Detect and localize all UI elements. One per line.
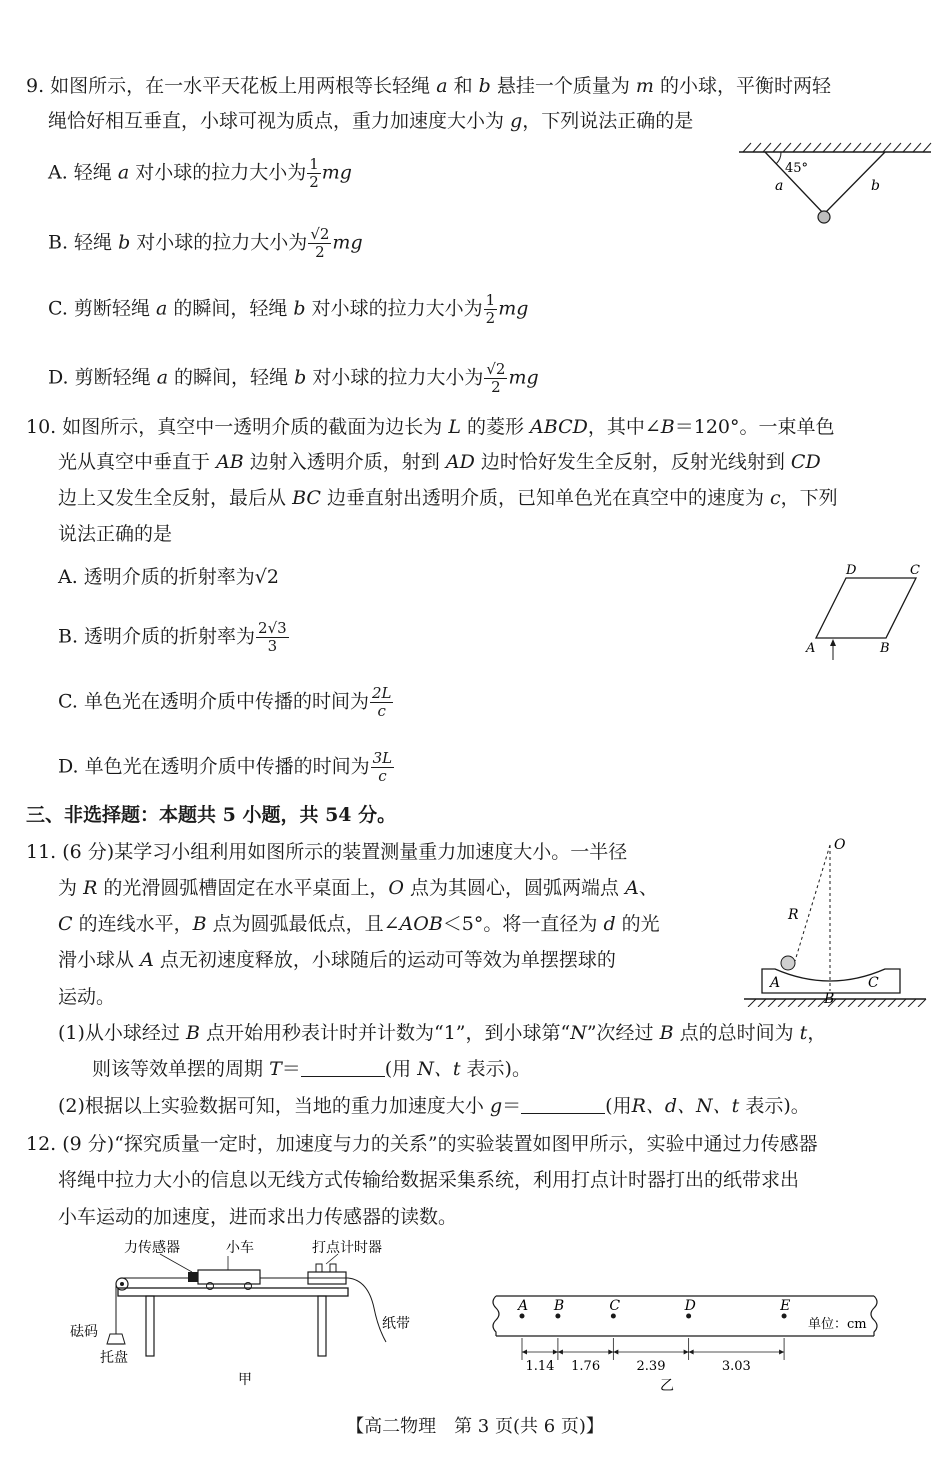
text: 的瞬间，轻绳	[167, 297, 288, 320]
q10-option-a	[58, 563, 279, 591]
text: 点的总时间为	[673, 1022, 794, 1044]
dimension-arrow-icon	[779, 1350, 784, 1355]
radius-dashed-line	[795, 845, 830, 961]
text: 10. 如图所示，真空中一透明介质的截面为边长为	[26, 416, 443, 438]
text: 运动。	[58, 986, 116, 1008]
text: 说法正确的是	[58, 523, 173, 545]
text: 的小球，平衡时两轻	[653, 75, 831, 97]
q10-line1	[26, 413, 835, 441]
fraction	[370, 685, 394, 720]
numerator: 2L	[371, 684, 392, 702]
var-b: b	[118, 231, 131, 254]
text: C. 剪断轻绳	[48, 297, 150, 320]
q10-option-c	[58, 685, 394, 720]
var-g: g	[489, 1095, 503, 1117]
q11-sub1-continued	[92, 1055, 531, 1083]
var-a: a	[117, 161, 130, 184]
q11-line4	[58, 946, 616, 974]
q11-sub1	[58, 1019, 826, 1047]
label-yi: 乙	[660, 1378, 674, 1394]
q9-figure	[735, 140, 935, 235]
text: 点为圆弧最低点，且∠	[206, 913, 400, 935]
label-R: R	[788, 907, 799, 923]
arrow-head-icon	[830, 639, 836, 646]
text: 的连线水平，	[72, 913, 193, 935]
text: 11. (6 分)某学习小组利用如图所示的装置测量重力加速度大小。一半径	[26, 841, 628, 863]
var-R: R	[83, 877, 98, 899]
dimension-arrow-icon	[608, 1350, 613, 1355]
q12-figure-yi	[490, 1282, 890, 1394]
text: 和	[447, 75, 473, 97]
text: 表示)。	[739, 1095, 810, 1117]
timer-post-left	[316, 1264, 322, 1272]
text: 的菱形	[460, 416, 524, 438]
text: A. 透明介质的折射率为√2	[58, 566, 279, 588]
table-hatch	[748, 999, 926, 1007]
label-O: O	[834, 837, 846, 853]
label-tape: 纸带	[382, 1316, 410, 1332]
q9-option-c	[48, 292, 528, 327]
dimension-arrow-icon	[689, 1350, 694, 1355]
q11-line5	[58, 983, 115, 1011]
q11-line3	[58, 910, 660, 938]
var-ABCD: ABCD	[530, 416, 588, 438]
var-C: C	[58, 913, 73, 935]
answer-blank-gravity[interactable]	[521, 1095, 605, 1114]
denominator: 2	[485, 309, 496, 327]
label-a: a	[775, 178, 784, 194]
var-a: a	[156, 366, 169, 389]
var-N: N	[570, 1022, 587, 1044]
label-cart: 小车	[226, 1240, 254, 1256]
fraction	[371, 750, 395, 785]
tape-point-label: E	[780, 1298, 791, 1314]
label-B: B	[824, 991, 835, 1007]
var-L: L	[448, 416, 461, 438]
var-mg: mg	[498, 297, 529, 320]
text: 滑小球从	[58, 949, 135, 971]
label-jia: 甲	[238, 1372, 252, 1388]
ball	[818, 211, 830, 223]
tape-unit-label: 单位：cm	[808, 1317, 867, 1332]
section-3-heading	[26, 801, 396, 829]
q10-line2	[58, 448, 821, 476]
text: D. 剪断轻绳	[48, 366, 151, 389]
var-A: A	[140, 949, 154, 971]
tape-left-wavy-edge	[493, 1296, 499, 1336]
var-B: B	[659, 1022, 674, 1044]
q10-line4	[58, 520, 172, 548]
q11-line2	[58, 874, 658, 902]
label-B: B	[880, 641, 890, 656]
label-D: D	[846, 563, 857, 578]
label-force-sensor: 力传感器	[124, 1240, 180, 1256]
rhombus	[816, 578, 916, 638]
tray	[107, 1334, 125, 1344]
callout-sensor	[160, 1254, 192, 1272]
numerator: 1	[309, 155, 319, 173]
text: 、	[638, 877, 658, 899]
var-BC: BC	[292, 487, 321, 509]
text: 悬挂一个质量为	[490, 75, 630, 97]
text: 点无初速度释放，小球随后的运动可等效为单摆摆球的	[153, 949, 616, 971]
text: 小车运动的加速度，进而求出力传感器的读数。	[58, 1206, 458, 1228]
var-mg: mg	[508, 366, 539, 389]
text: 光从真空中垂直于	[58, 451, 211, 473]
small-ball	[781, 956, 795, 970]
q12-figure-jia	[68, 1238, 428, 1390]
vars: R、d、N、t	[631, 1095, 740, 1117]
var-AD: AD	[445, 451, 475, 473]
label-A: A	[806, 641, 816, 656]
dimension-arrow-icon	[684, 1350, 689, 1355]
angle-label: 45°	[785, 161, 809, 176]
tape-point-label: C	[609, 1298, 621, 1314]
numerator: 1	[485, 291, 496, 309]
denominator: 2	[491, 378, 501, 396]
var-B: B	[185, 1022, 200, 1044]
text: 对小球的拉力大小为	[305, 297, 483, 320]
dimension-arrow-icon	[613, 1350, 618, 1355]
text: ，下列说法正确的是	[522, 110, 694, 132]
text: 的光滑圆弧槽固定在水平桌面上，	[97, 877, 389, 899]
text: 的光	[615, 913, 660, 935]
label-C: C	[910, 563, 920, 578]
var-c: c	[770, 487, 781, 509]
fraction	[308, 226, 331, 261]
fraction	[256, 620, 289, 655]
text: A. 轻绳	[48, 161, 112, 184]
text: 边时恰好发生全反射，反射光线射到	[474, 451, 785, 473]
denominator: 2	[309, 173, 319, 191]
text: (1)从小球经过	[58, 1022, 180, 1044]
numerator: √2	[310, 225, 330, 243]
q11-sub2	[58, 1092, 810, 1120]
var-T: T	[269, 1058, 282, 1080]
tape-point-label: D	[684, 1298, 696, 1314]
var-g: g	[510, 110, 523, 132]
tape-point-label: B	[553, 1298, 565, 1314]
var-A: A	[625, 877, 639, 899]
label-C: C	[868, 975, 879, 991]
text: 对小球的拉力大小为	[129, 161, 307, 184]
var-b: b	[478, 75, 491, 97]
tape-gap-label: 3.03	[721, 1359, 751, 1374]
var-B: B	[660, 416, 675, 438]
denominator: 2	[315, 243, 325, 261]
text: (用	[384, 1058, 412, 1080]
q9-option-d	[48, 361, 539, 396]
q11-figure	[740, 835, 930, 1007]
var-d: d	[603, 913, 616, 935]
page-footer	[0, 1412, 950, 1438]
label-weight: 砝码	[70, 1324, 98, 1340]
tape-dot-C	[611, 1314, 616, 1319]
text: ＜5°。将一直径为	[442, 913, 598, 935]
vars: N、t	[417, 1058, 461, 1080]
q10-line3	[58, 484, 838, 512]
tape-dot-E	[782, 1314, 787, 1319]
var-a: a	[436, 75, 448, 97]
force-sensor	[188, 1272, 198, 1282]
text: ，	[807, 1022, 827, 1044]
numerator: √2	[486, 360, 506, 378]
label-tray: 托盘	[100, 1350, 128, 1366]
text: B. 轻绳	[48, 231, 113, 254]
text: 三、非选择题：本题共 5 小题，共 54 分。	[26, 804, 397, 826]
tape-trailing	[348, 1278, 386, 1342]
table-leg-right	[318, 1296, 326, 1356]
text: 对小球的拉力大小为	[306, 366, 484, 389]
arc-groove-block	[762, 969, 900, 993]
text: 边上又发生全反射，最后从	[58, 487, 287, 509]
q9-option-a	[48, 156, 352, 191]
var-b: b	[294, 366, 307, 389]
denominator: c	[377, 702, 386, 720]
q10-option-d	[58, 750, 395, 785]
tape-point-label: A	[518, 1298, 529, 1314]
dimension-arrow-icon	[522, 1350, 527, 1355]
text: 边垂直射出透明介质，已知单色光在真空中的速度为	[320, 487, 764, 509]
text: 表示)。	[460, 1058, 531, 1080]
angle-arc	[776, 152, 781, 164]
q9-line2	[48, 107, 693, 135]
q12-line2	[58, 1166, 799, 1194]
text: C. 单色光在透明介质中传播的时间为	[58, 690, 369, 713]
text: 对小球的拉力大小为	[130, 231, 308, 254]
tape-right-wavy-edge	[871, 1296, 877, 1336]
var-B: B	[192, 913, 207, 935]
dimension-arrow-icon	[553, 1350, 558, 1355]
text: ＝	[502, 1095, 522, 1117]
text: B. 透明介质的折射率为	[58, 625, 256, 648]
label-A: A	[770, 975, 781, 991]
q12-line3	[58, 1203, 457, 1231]
table-top	[118, 1288, 348, 1296]
q10-option-b	[58, 620, 290, 655]
fraction	[307, 156, 321, 191]
numerator: 2√3	[258, 619, 287, 637]
text: 的瞬间，轻绳	[168, 366, 289, 389]
text: 为	[58, 877, 78, 899]
tape-gap-label: 1.76	[571, 1359, 601, 1374]
footer-text: 【高二物理 第 3 页(共 6 页)】	[346, 1416, 604, 1437]
text: ，其中∠	[587, 416, 661, 438]
tape-dot-A	[520, 1314, 525, 1319]
timer-post-right	[330, 1264, 336, 1272]
answer-blank-period[interactable]	[301, 1058, 385, 1077]
text: 绳恰好相互垂直，小球可视为质点，重力加速度大小为	[48, 110, 505, 132]
text: ＝	[281, 1058, 301, 1080]
var-mg: mg	[321, 161, 352, 184]
fraction	[484, 361, 507, 396]
ceiling-hatch	[743, 143, 931, 152]
var-CD: CD	[790, 451, 821, 473]
label-timer: 打点计时器	[312, 1240, 382, 1256]
var-O: O	[388, 877, 404, 899]
q9-line1	[26, 72, 831, 100]
cart-body	[198, 1270, 260, 1284]
text: ”次经过	[586, 1022, 654, 1044]
var-m: m	[635, 75, 654, 97]
text: ，下列	[780, 487, 838, 509]
label-b: b	[871, 178, 880, 194]
text: (2)根据以上实验数据可知，当地的重力加速度大小	[58, 1095, 484, 1117]
text: 12. (9 分)“探究质量一定时，加速度与力的关系”的实验装置如图甲所示，实验中通过力传感器	[26, 1133, 818, 1155]
text: 点为其圆心，圆弧两端点	[404, 877, 620, 899]
text: D. 单色光在透明介质中传播的时间为	[58, 755, 370, 778]
q11-line1	[26, 838, 627, 866]
tape-dot-B	[555, 1314, 560, 1319]
text: (用	[605, 1095, 632, 1117]
pulley-axle	[120, 1282, 124, 1286]
tape-gap-label: 2.39	[636, 1359, 666, 1374]
denominator: 3	[267, 637, 278, 655]
text: 边射入透明介质，射到	[243, 451, 440, 473]
var-AOB: AOB	[399, 913, 443, 935]
tape-dot-D	[686, 1314, 691, 1319]
q9-option-b	[48, 226, 363, 261]
var-t: t	[799, 1022, 808, 1044]
numerator: 3L	[372, 749, 393, 767]
tape-gap-label: 1.14	[525, 1359, 555, 1374]
var-mg: mg	[332, 231, 363, 254]
q10-figure	[800, 560, 930, 670]
text: 将绳中拉力大小的信息以无线方式传输给数据采集系统，利用打点计时器打出的纸带求出	[58, 1169, 800, 1191]
dimension-arrow-icon	[558, 1350, 563, 1355]
text: 则该等效单摆的周期	[92, 1058, 264, 1080]
var-a: a	[156, 297, 168, 320]
text: ＝120°。一束单色	[674, 416, 835, 438]
text: 点开始用秒表计时并计数为“1”，到小球第“	[199, 1022, 571, 1044]
var-b: b	[293, 297, 306, 320]
fraction	[484, 292, 498, 327]
text: 9. 如图所示，在一水平天花板上用两根等长轻绳	[26, 75, 431, 97]
denominator: c	[378, 767, 387, 785]
var-AB: AB	[216, 451, 244, 473]
table-leg-left	[146, 1296, 154, 1356]
q12-line1	[26, 1130, 818, 1158]
